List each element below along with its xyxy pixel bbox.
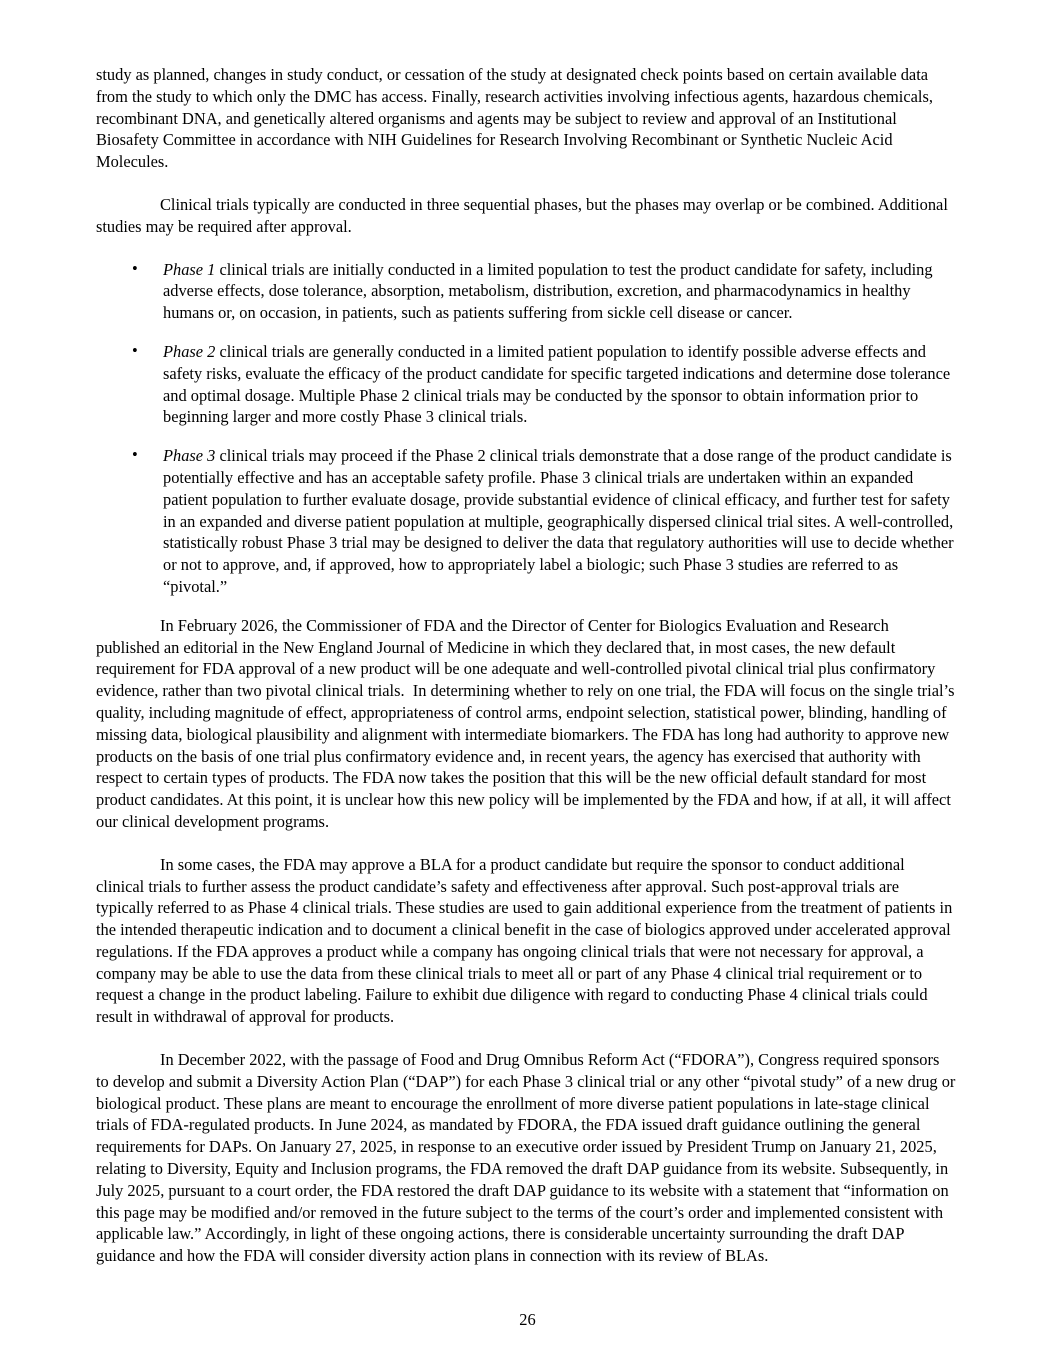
body-paragraph-dmc-continuation: study as planned, changes in study conduct, or cessation of the study at designated check points based on certain available data from the study to which only the DMC has access. Finally, research activities involving infectious agents, hazardous chemicals, recombinant DNA, and genetically altered organisms and agents may be subject to review and approval of an Institutional Biosafety Committee in accordance with NIH Guidelines for Research Involving Recombinant or Synthetic Nucleic Acid Molecules. xyxy=(96,65,933,172)
bullet-icon: • xyxy=(132,445,138,465)
body-paragraph-phase-4-post-approval: In some cases, the FDA may approve a BLA for a product candidate but require the sponsor to conduct additional clinical trials to further assess the product candidate’s safety and effectiveness after approval. Such post-approval trials are typically referred to as Phase 4 clinical trials. These studies are used to gain additional experience from the treatment of patients in the intended therapeutic indication and to document a clinical benefit in the case of biologics approved under accelerated approval regulations. If the FDA approves a product while a company has ongoing clinical trials that were not necessary for approval, a company may be able to use the data from these clinical trials to meet all or part of any Phase 4 clinical trial requirement or to request a change in the product labeling. Failure to exhibit due diligence with regard to conducting Phase 4 clinical trials could result in withdrawal of approval for products. xyxy=(96,854,953,1027)
bullet-item-phase-1 xyxy=(96,259,956,324)
bullet-body-phase-1: clinical trials are initially conducted in a limited population to test the product candidate for safety, including adverse effects, dose tolerance, absorption, metabolism, distribution, excretion, and pharmacodynamics in healthy humans or, on occasion, in patients, such as patients suffering from sickle cell disease or cancer. xyxy=(163,259,933,323)
body-paragraph-february-2026-editorial: In February 2026, the Commissioner of FDA and the Director of Center for Biologics Evaluation and Research published an editorial in the New England Journal of Medicine in which they declared that, in most cases, the new default requirement for FDA approval of a new product will be one adequate and well-controlled pivotal clinical trial plus confirmatory evidence, rather than two pivotal clinical trials. In determining whether to rely on one trial, the FDA will focus on the single trial’s quality, including magnitude of effect, appropriateness of control arms, endpoint selection, statistical power, blinding, handling of missing data, biological plausibility and alignment with intermediate biomarkers. The FDA has long had authority to approve new products on the basis of one trial plus confirmatory evidence and, in recent years, the agency has exercised that authority with respect to certain types of products. The FDA now takes the position that this will be the new official default standard for most product candidates. At this point, it is unclear how this new policy will be implemented by the FDA and how, if at all, it will affect our clinical development programs. xyxy=(96,615,955,831)
bullet-text-phase-1 xyxy=(163,260,933,323)
page-number: 26 xyxy=(519,1310,536,1329)
bullet-icon: • xyxy=(132,258,138,278)
bullet-item-phase-2 xyxy=(96,341,956,428)
body-paragraph-clinical-trials-intro: Clinical trials typically are conducted in three sequential phases, but the phases may overlap or be combined. Additional studies may be required after approval. xyxy=(96,194,948,236)
phase-1-lead: Phase 1 xyxy=(163,259,216,279)
bullet-text-phase-2 xyxy=(163,342,950,426)
page-content xyxy=(96,64,956,1288)
bullet-icon: • xyxy=(132,340,138,360)
bullet-text-phase-3 xyxy=(163,446,954,596)
phase-bullet-list xyxy=(96,259,956,598)
bullet-item-phase-3 xyxy=(96,445,956,598)
bullet-body-phase-3: clinical trials may proceed if the Phase 2 clinical trials demonstrate that a dose range of the product candidate is potentially effective and has an acceptable safety profile. Phase 3 clinical trials are undertaken within an expanded patient population to further evaluate dosage, provide substantial evidence of clinical efficacy, and further test for safety in an expanded and diverse patient population at multiple, geographically dispersed clinical trial sites. A well-controlled, statistically robust Phase 3 trial may be designed to deliver the data that regulatory authorities will use to decide whether or not to approve, and, if approved, how to appropriately label a biologic; such Phase 3 studies are referred to as “pivotal.” xyxy=(163,446,954,596)
bullet-body-phase-2: clinical trials are generally conducted in a limited patient population to identify possible adverse effects and safety risks, evaluate the efficacy of the product candidate for specific targeted indications and determine dose tolerance and optimal dosage. Multiple Phase 2 clinical trials may be conducted by the sponsor to obtain information prior to beginning larger and more costly Phase 3 clinical trials. xyxy=(163,341,951,427)
phase-2-lead: Phase 2 xyxy=(163,341,216,361)
phase-3-lead: Phase 3 xyxy=(163,446,216,466)
body-paragraph-fdora-dap: In December 2022, with the passage of Food and Drug Omnibus Reform Act (“FDORA”), Congress required sponsors to develop and submit a Diversity Action Plan (“DAP”) for each Phase 3 clinical trial or any other “pivotal study” of a new drug or biological product. These plans are meant to encourage the enrollment of more diverse patient populations in late-stage clinical trials of FDA-regulated products. In June 2024, as mandated by FDORA, the FDA issued draft guidance outlining the general requirements for DAPs. On January 27, 2025, in response to an executive order issued by President Trump on January 21, 2025, relating to Diversity, Equity and Inclusion programs, the FDA removed the draft DAP guidance from its website. Subsequently, in July 2025, pursuant to a court order, the FDA restored the draft DAP guidance to its website with a statement that “information on this page may be modified and/or removed in the future subject to the terms of the court’s order and implemented consistent with applicable law.” Accordingly, in light of these ongoing actions, there is considerable uncertainty surrounding the draft DAP guidance and how the FDA will consider diversity action plans in connection with its review of BLAs. xyxy=(96,1050,956,1266)
